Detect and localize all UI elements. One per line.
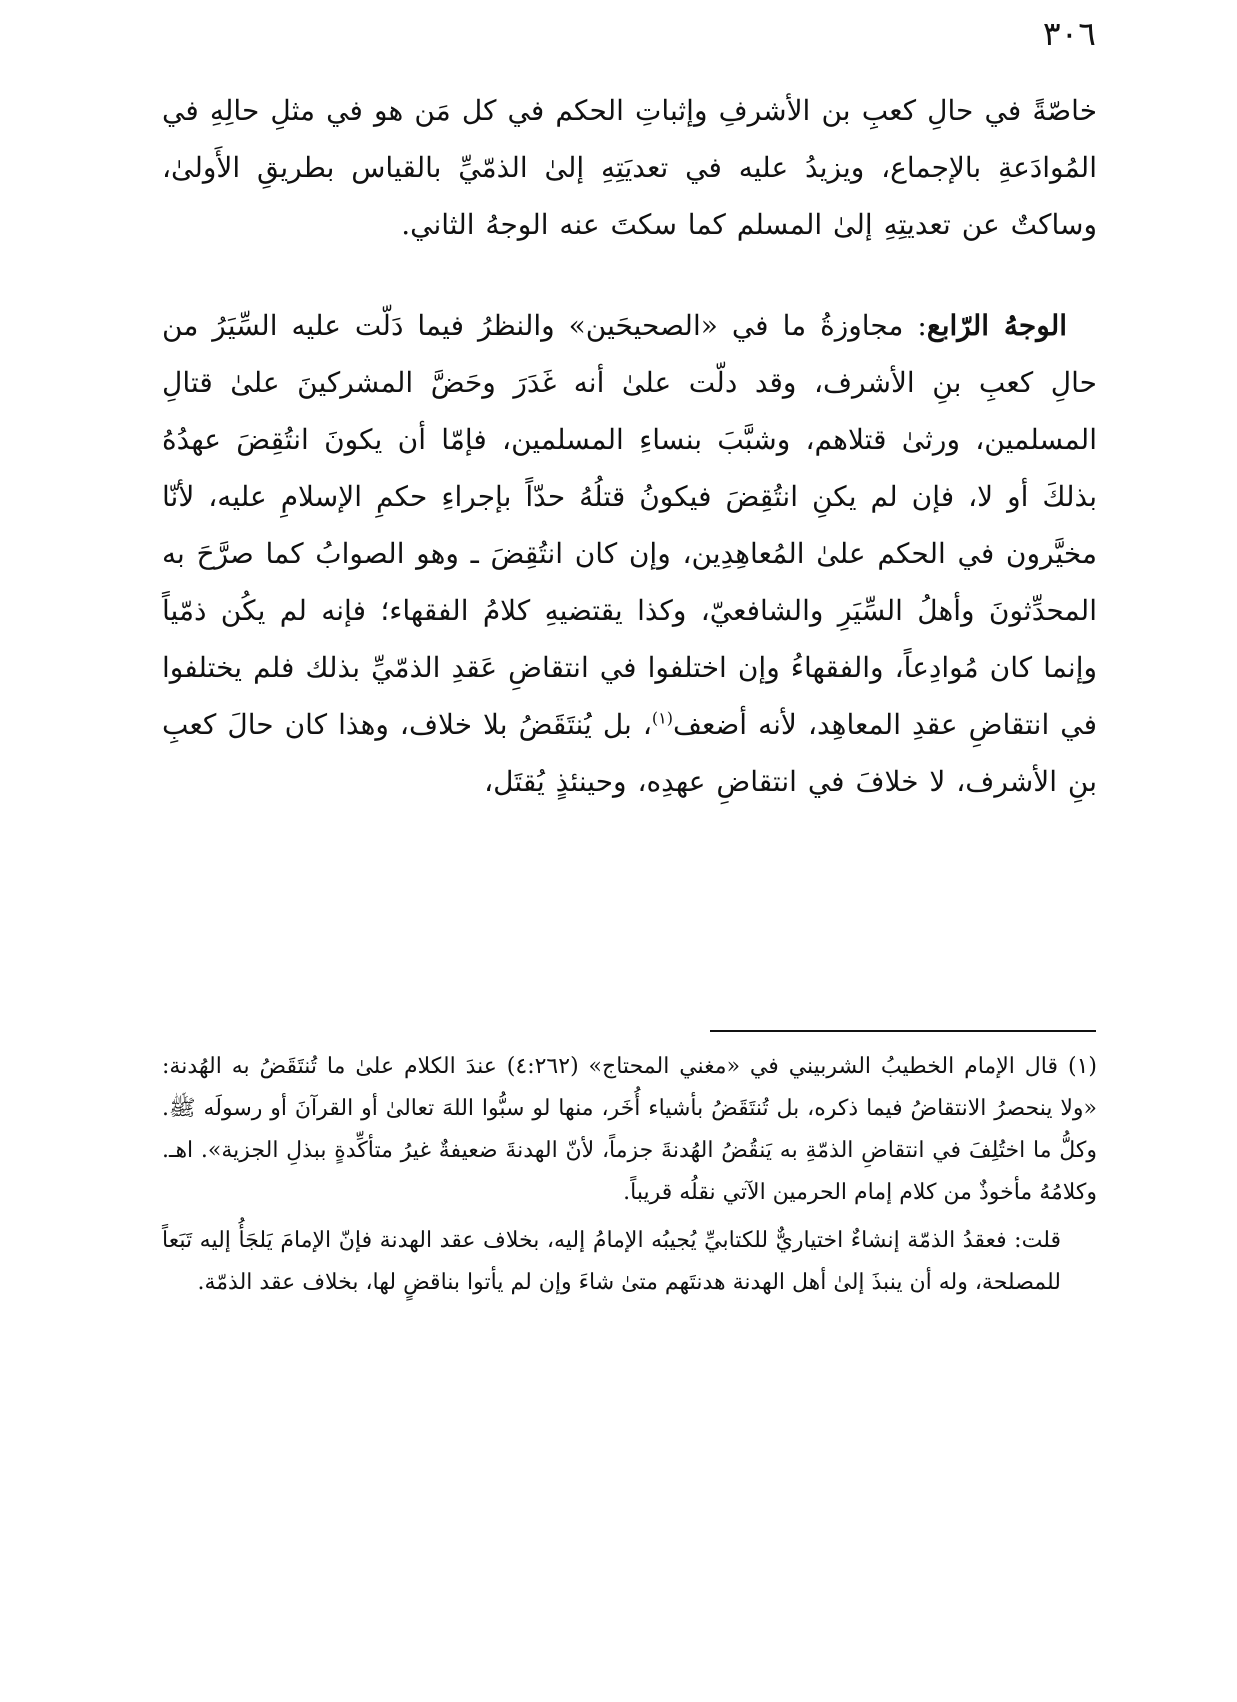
paragraph-2-text-b: ، بل يُنتَقَضُ بلا خلاف، وهذا كان حالَ كعبِ بنِ الأشرف، لا خلافَ في انتقاضِ عهدِه، وحينئذٍ يُقتَل، xyxy=(162,708,1097,798)
footnote-separator xyxy=(710,1030,1096,1032)
footnote-note: قلت: فعقدُ الذمّة إنشاءٌ اختياريٌّ للكتابيِّ يُجيبُه الإمامُ إليه، بخلاف عقد الهدنة فإنّ الإمامَ يَلجَأُ إليه تَبَعاً للمصلحة، وله أن ينبذَ إلىٰ أهل الهدنة هدنتَهم متىٰ شاءَ وإن لم يأتوا بناقضٍ لها، بخلاف عقد الذمّة. xyxy=(162,1228,1061,1295)
footnote-1-number: (١) xyxy=(1067,1054,1097,1079)
paragraph-2-text-a: : مجاوزةُ ما في «الصحيحَين» والنظرُ فيما دَلّت عليه السِّيَرُ من حالِ كعبِ بنِ الأشرف، وقد دلّت علىٰ أنه غَدَرَ وحَضَّ المشركينَ علىٰ قتالِ المسلمين، ورثىٰ قتلاهم، وشبَّبَ بنساءِ المسلمين، فإمّا أن يكونَ انتُقِضَ عهدُهُ بذلكَ أو لا، فإن لم يكنِ انتُقِضَ فيكونُ قتلُهُ حدّاً بإجراءِ حكمِ الإسلامِ عليه، لأنّا مخيَّرون في الحكم علىٰ المُعاهِدِين، وإن كان انتُقِضَ ـ وهو الصوابُ كما صرَّحَ به المحدِّثونَ وأهلُ السِّيَرِ والشافعيّ، وكذا يقتضيهِ كلامُ الفقهاء؛ فإنه لم يكُن ذمّياً وإنما كان مُوادِعاً، والفقهاءُ وإن اختلفوا في انتقاضِ عَقدِ الذمّيِّ بذلك فلم يختلفوا في انتقاضِ عقدِ المعاهِد، لأنه أضعف xyxy=(162,309,1098,741)
main-text xyxy=(162,82,1097,810)
footnotes xyxy=(162,1046,1097,1304)
page-number: ٣٠٦ xyxy=(1042,14,1096,53)
footnote-1-text: قال الإمام الخطيبُ الشربيني في «مغني المحتاج» (٤:٢٦٢) عندَ الكلام علىٰ ما تُنتَقَضُ به الهُدنة: «ولا ينحصرُ الانتقاضُ فيما ذكره، بل تُنتَقَضُ بأشياء أُخَر، منها لو سبُّوا اللهَ تعالىٰ أو القرآنَ أو رسولَه ﷺ. وكلُّ ما اختُلِفَ في انتقاضِ الذمّةِ به يَنقُضُ الهُدنةَ جزماً، لأنّ الهدنةَ ضعيفةٌ غيرُ متأكِّدةٍ ببذلِ الجزية». اهـ. وكلامُهُ مأخوذٌ من كلام إمام الحرمين الآتي نقلُه قريباً. xyxy=(162,1054,1097,1205)
section-heading: الوجهُ الرّابع xyxy=(926,309,1067,342)
footnote-1 xyxy=(162,1046,1097,1214)
footnote-reference[interactable]: (١) xyxy=(651,708,674,728)
paragraph-2 xyxy=(162,297,1097,810)
paragraph-1: خاصّةً في حالِ كعبِ بن الأشرفِ وإثباتِ الحكم في كل مَن هو في مثلِ حالِهِ في المُوادَعةِ بالإجماع، ويزيدُ عليه في تعديَتِهِ إلىٰ الذمّيِّ بالقياس بطريقِ الأَولىٰ، وساكتٌ عن تعديتِهِ إلىٰ المسلم كما سكتَ عنه الوجهُ الثاني. xyxy=(162,94,1097,241)
